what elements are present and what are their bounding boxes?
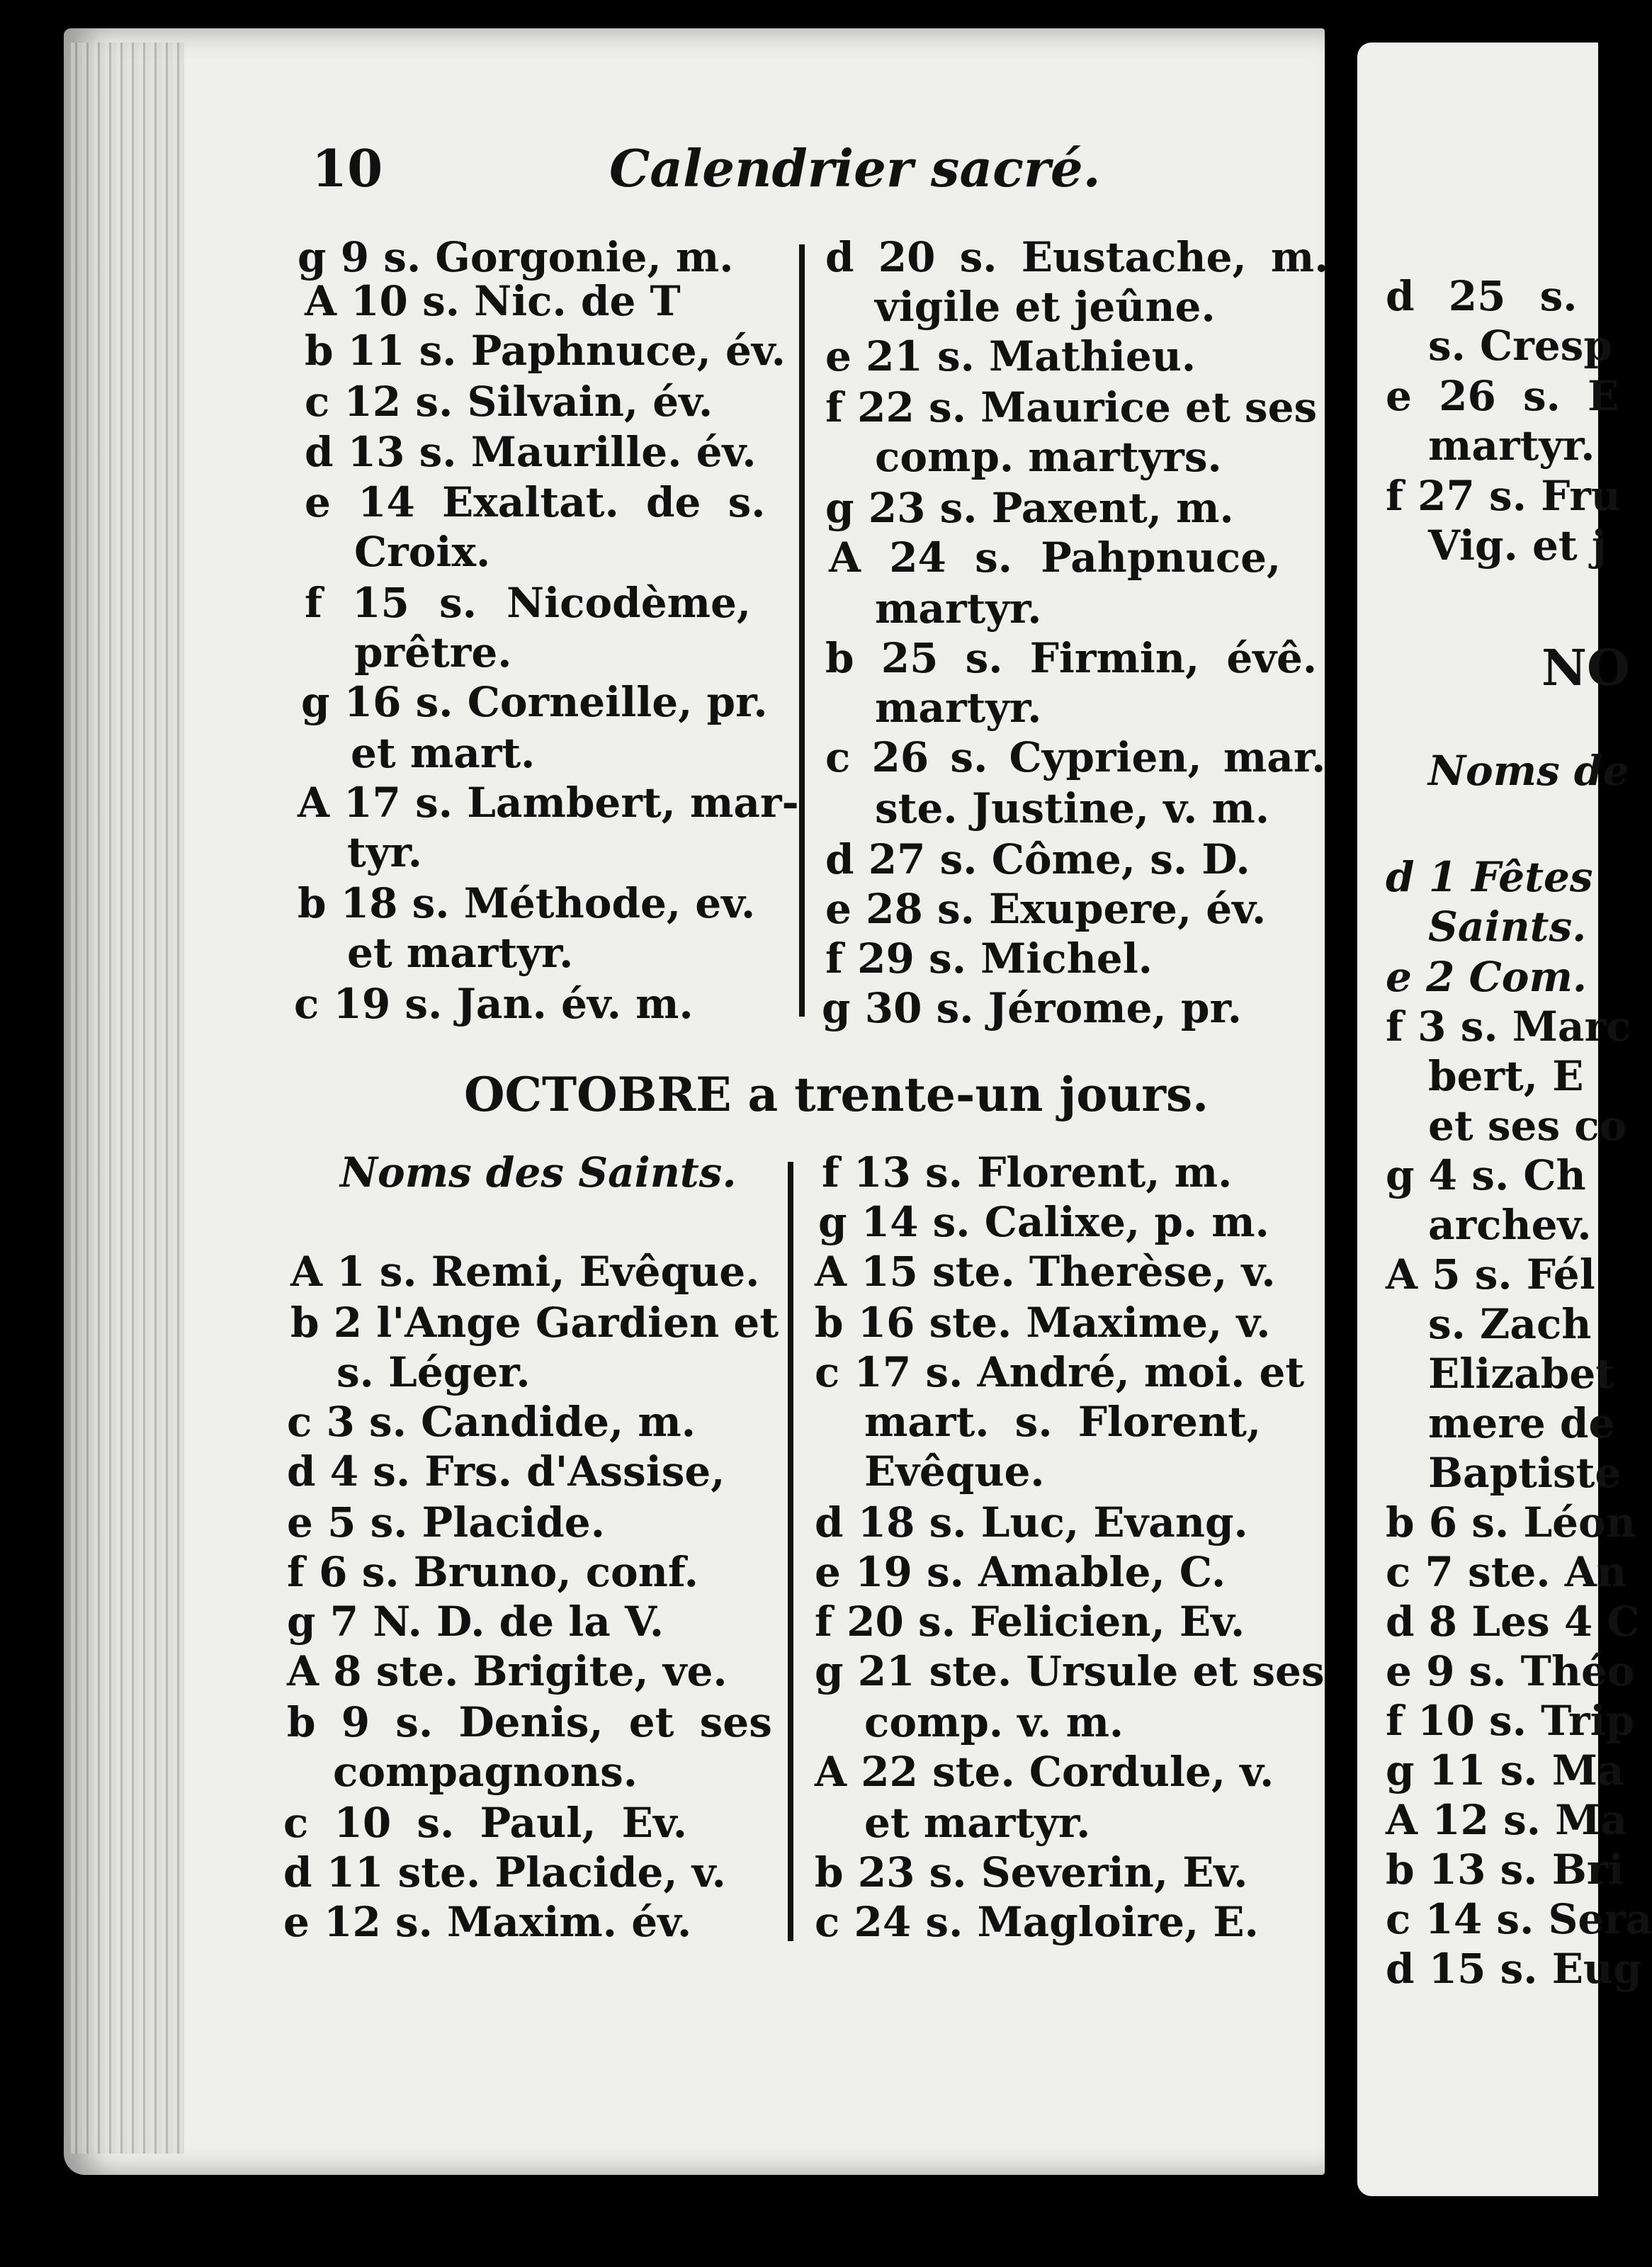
entry-line: NO (1541, 638, 1630, 697)
entry-line: b 6 s. Léon (1386, 1498, 1636, 1547)
page-number: 10 (312, 138, 383, 198)
entry-line: f 6 s. Bruno, conf. (287, 1548, 698, 1596)
entry-line: et martyr. (347, 929, 574, 977)
entry-line: b 25 s. Firmin, évê. (825, 634, 1318, 682)
entry-line: A 24 s. Pahpnuce, (829, 533, 1282, 582)
entry-line: g 14 s. Calixe, p. m. (818, 1198, 1269, 1246)
entry-line: Baptiste (1428, 1449, 1622, 1497)
entry-line: comp. martyrs. (875, 433, 1222, 481)
entry-line: f 29 s. Michel. (825, 934, 1153, 983)
entry-line: bert, E (1428, 1052, 1584, 1100)
entry-line: b 2 l'Ange Gardien et (290, 1299, 779, 1347)
entry-line: g 30 s. Jérome, pr. (822, 984, 1242, 1032)
entry-line: d 18 s. Luc, Evang. (815, 1498, 1248, 1547)
entry-line: mere de (1428, 1399, 1615, 1447)
entry-line: d 13 s. Maurille. év. (305, 428, 757, 476)
entry-line: Noms de (1428, 747, 1629, 795)
entry-line: Croix. (354, 528, 491, 576)
entry-line: c 7 ste. An (1386, 1548, 1626, 1596)
entry-line: b 9 s. Denis, et ses (287, 1698, 772, 1746)
entry-line: c 12 s. Silvain, év. (305, 378, 713, 426)
entry-line: et ses co (1428, 1102, 1627, 1150)
entry-line: c 3 s. Candide, m. (287, 1398, 696, 1446)
entry-line: martyr. (1428, 422, 1595, 470)
entry-line: Evêque. (864, 1447, 1045, 1496)
entry-line: g 16 s. Corneille, pr. (301, 678, 768, 726)
entry-line: vigile et jeûne. (875, 283, 1216, 331)
entry-line: e 5 s. Placide. (287, 1498, 605, 1547)
entry-line: b 13 s. Bri (1386, 1845, 1624, 1894)
entry-line: mart. s. Florent, (864, 1398, 1262, 1446)
entry-line: et mart. (351, 729, 536, 777)
entry-line: g 9 s. Gorgonie, m. (298, 233, 734, 281)
entry-line: g 7 N. D. de la V. (287, 1598, 664, 1646)
entry-line: b 11 s. Paphnuce, év. (305, 327, 786, 375)
entry-line: b 18 s. Méthode, ev. (298, 879, 756, 927)
entry-line: A 5 s. Fél (1386, 1250, 1595, 1299)
entry-line: ste. Justine, v. m. (875, 784, 1270, 832)
month-title: OCTOBRE a trente-un jours. (464, 1067, 1209, 1122)
saints-subtitle: Noms des Saints. (340, 1148, 737, 1197)
entry-line: f 15 s. Nicodème, (305, 579, 752, 627)
entry-line: g 23 s. Paxent, m. (825, 484, 1234, 532)
entry-line: c 26 s. Cyprien, mar. (825, 733, 1326, 781)
entry-line: A 1 s. Remi, Evêque. (290, 1248, 760, 1296)
entry-line: compagnons. (333, 1748, 638, 1796)
entry-line: A 10 s. Nic. de T (305, 277, 681, 325)
entry-line: et martyr. (864, 1799, 1091, 1847)
entry-line: g 21 ste. Ursule et ses (815, 1647, 1325, 1695)
entry-line: e 21 s. Mathieu. (825, 332, 1196, 380)
entry-line: martyr. (875, 684, 1042, 732)
entry-line: d 4 s. Frs. d'Assise, (287, 1447, 725, 1496)
entry-line: g 11 s. Ma (1386, 1746, 1624, 1794)
entry-line: A 8 ste. Brigite, ve. (287, 1647, 728, 1695)
entry-line: Saints. (1428, 903, 1587, 951)
entry-line: c 24 s. Magloire, E. (815, 1898, 1259, 1946)
entry-line: e 2 Com. (1386, 953, 1588, 1001)
entry-line: f 20 s. Felicien, Ev. (815, 1598, 1245, 1646)
entry-line: b 16 ste. Maxime, v. (815, 1299, 1271, 1347)
entry-line: e 9 s. Théo (1386, 1647, 1635, 1695)
column-rule (788, 1162, 793, 1941)
facing-page-text (1357, 43, 1652, 2196)
entry-line: d 11 ste. Placide, v. (283, 1848, 726, 1896)
entry-line: d 25 s. (1386, 272, 1578, 320)
entry-line: tyr. (347, 828, 422, 876)
entry-line: f 27 s. Fru (1386, 472, 1621, 520)
entry-line: d 20 s. Eustache, m. (825, 233, 1329, 281)
entry-line: s. Léger. (336, 1348, 531, 1396)
running-title: Calendrier sacré. (609, 138, 1101, 198)
entry-line: c 19 s. Jan. év. m. (294, 980, 694, 1028)
entry-line: s. Zach (1428, 1300, 1592, 1348)
entry-line: e 12 s. Maxim. év. (283, 1898, 692, 1946)
page-edges (71, 43, 184, 2154)
entry-line: f 3 s. Marc (1386, 1002, 1631, 1051)
column-rule (799, 244, 805, 1017)
entry-line: f 22 s. Maurice et ses (825, 383, 1318, 431)
entry-line: d 27 s. Côme, s. D. (825, 835, 1250, 883)
entry-line: martyr. (875, 584, 1042, 633)
entry-line: d 1 Fêtes (1386, 853, 1593, 901)
entry-line: e 19 s. Amable, C. (815, 1548, 1226, 1596)
entry-line: archev. (1428, 1201, 1592, 1249)
entry-line: f 10 s. Trip (1386, 1697, 1635, 1745)
entry-line: b 23 s. Severin, Ev. (815, 1848, 1248, 1896)
entry-line: g 4 s. Ch (1386, 1151, 1586, 1199)
entry-line: Elizabet (1428, 1350, 1615, 1398)
entry-line: A 15 ste. Therèse, v. (815, 1248, 1276, 1296)
entry-line: e 14 Exaltat. de s. (305, 478, 766, 526)
entry-line: c 10 s. Paul, Ev. (283, 1799, 687, 1847)
entry-line: c 17 s. André, moi. et (815, 1348, 1305, 1396)
entry-line: d 15 s. Eug (1386, 1945, 1642, 1993)
entry-line: A 12 s. Ma (1386, 1796, 1627, 1844)
entry-line: Vig. et j (1428, 521, 1607, 570)
entry-line: f 13 s. Florent, m. (822, 1148, 1233, 1197)
entry-line: A 17 s. Lambert, mar- (298, 779, 799, 827)
entry-line: A 22 ste. Cordule, v. (815, 1748, 1274, 1796)
entry-line: c 14 s. Sera (1386, 1895, 1652, 1943)
entry-line: s. Cresp (1428, 322, 1612, 370)
entry-line: comp. v. m. (864, 1698, 1124, 1746)
entry-line: e 26 s. E (1386, 372, 1619, 420)
entry-line: e 28 s. Exupere, év. (825, 885, 1267, 933)
entry-line: d 8 Les 4 C (1386, 1598, 1640, 1646)
entry-line: prêtre. (354, 628, 512, 677)
